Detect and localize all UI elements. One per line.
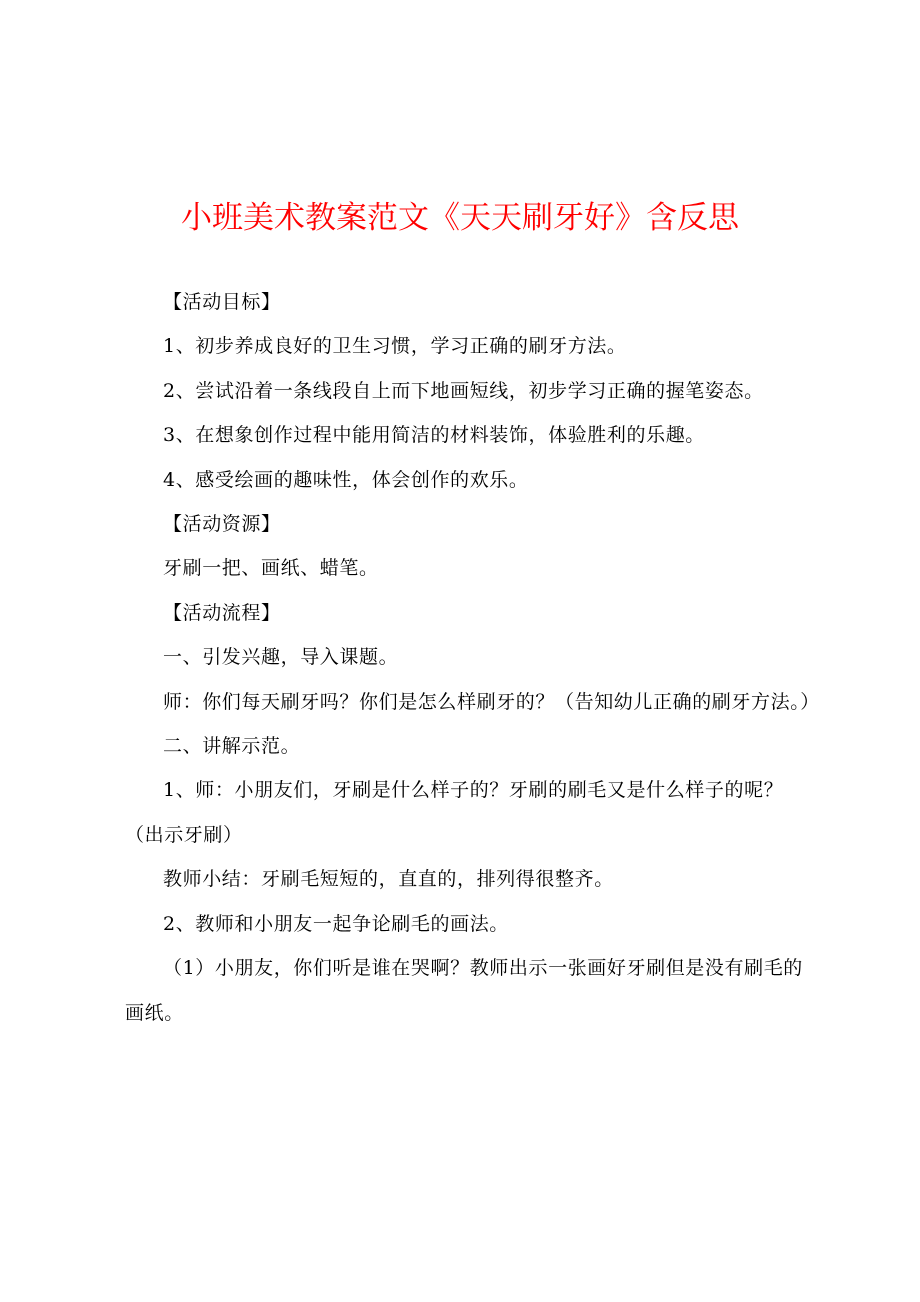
- process-paragraph: （1）小朋友，你们听是谁在哭啊？教师出示一张画好牙刷但是没有刷毛的画纸。: [125, 957, 803, 1024]
- document-title: 小班美术教案范文《天天刷牙好》含反思: [181, 200, 739, 236]
- resources-text: 牙刷一把、画纸、蜡笔。: [163, 557, 379, 580]
- goal-item-2: 2、尝试沿着一条线段自上而下地画短线，初步学习正确的握笔姿态。: [163, 379, 764, 402]
- process-step-2: 二、讲解示范。: [163, 735, 301, 758]
- process-paragraph: 师：你们每天刷牙吗？你们是怎么样刷牙的？（告知幼儿正确的刷牙方法。）: [163, 690, 820, 713]
- process-paragraph: 2、教师和小朋友一起争论刷毛的画法。: [163, 912, 509, 935]
- process-paragraph: 1、师：小朋友们，牙刷是什么样子的？牙刷的刷毛又是什么样子的呢？（出示牙刷）: [125, 779, 784, 846]
- section-heading-process: 【活动流程】: [163, 601, 281, 624]
- goal-item-4: 4、感受绘画的趣味性，体会创作的欢乐。: [163, 468, 529, 491]
- goal-item-3: 3、在想象创作过程中能用简洁的材料装饰，体验胜利的乐趣。: [163, 424, 705, 447]
- document-body: [125, 280, 820, 1035]
- goal-item-1: 1、初步养成良好的卫生习惯，学习正确的刷牙方法。: [163, 335, 627, 358]
- process-paragraph: 教师小结：牙刷毛短短的，直直的，排列得很整齐。: [163, 868, 614, 891]
- section-heading-goals: 【活动目标】: [163, 291, 281, 313]
- section-heading-resources: 【活动资源】: [163, 513, 281, 536]
- process-step-1: 一、引发兴趣，导入课题。: [163, 646, 399, 669]
